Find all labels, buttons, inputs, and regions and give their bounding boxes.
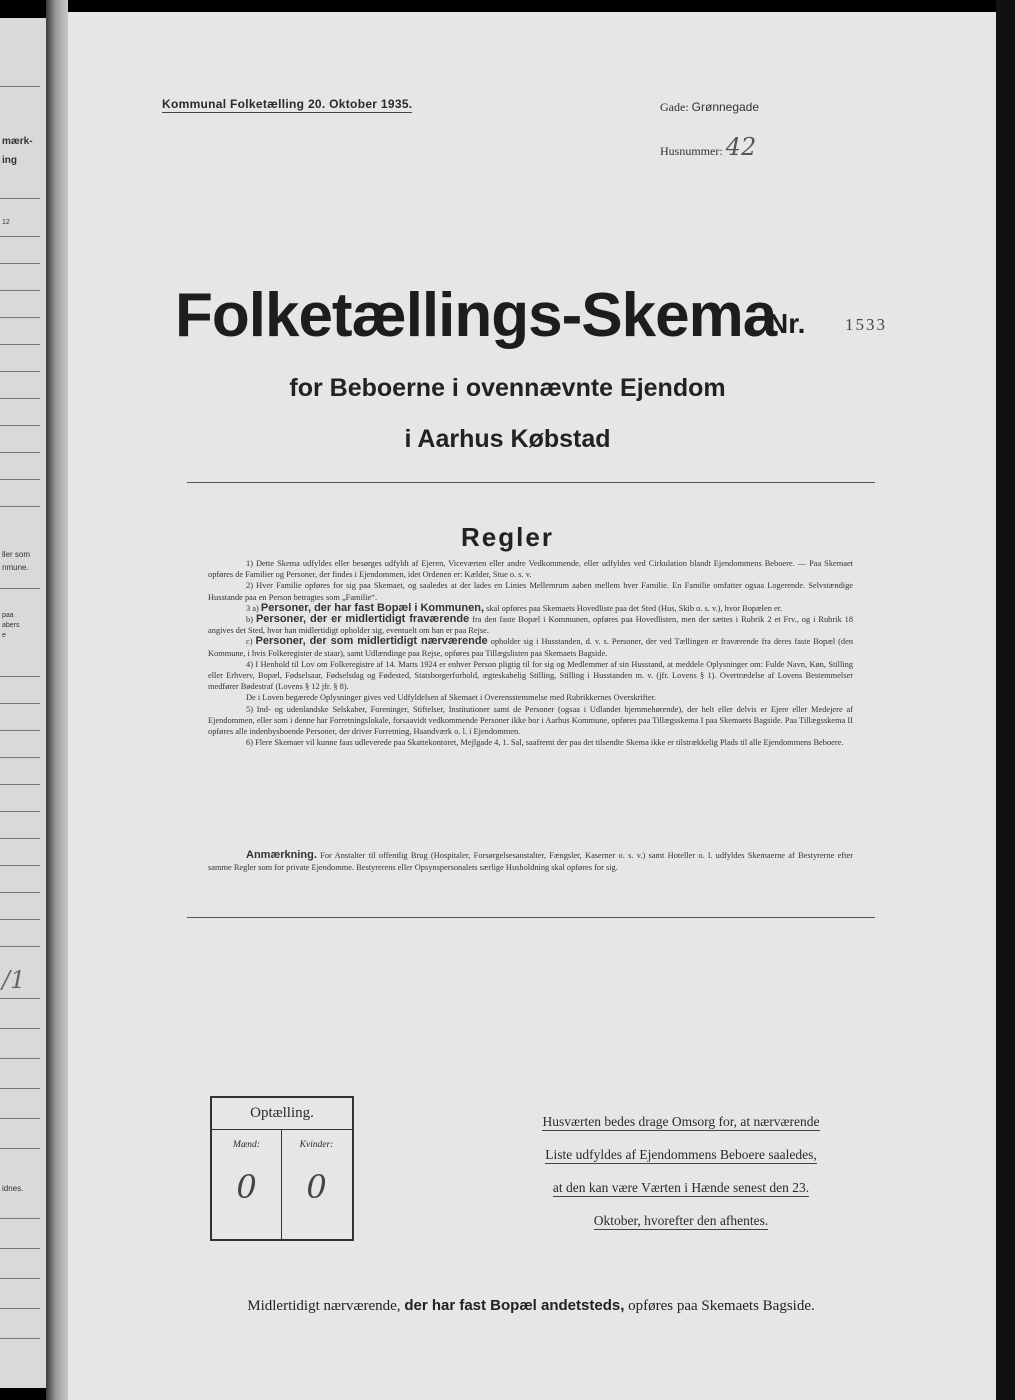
rules-heading: Regler	[461, 522, 554, 552]
women-column	[282, 1130, 351, 1239]
divider	[187, 917, 875, 918]
rule-5: 5) Ind- og udenlandske Selskaber, Foreninger, Stiftelser, Institutioner samt de Personer (ogsaa i Udlandet hjemmehørende), der helt eller delvis er Ejere eller Medejere af Ejendommen, eller som i denne har Forretningslokale, forsaavidt vedkommende Personer ikke bor i Aarhus Kommune, opføres paa Tillægsskema I paa Skemaets Bagside. Paa Tillægsskema II opføres alle indenbysboende Personer, der driver Forretning, Haandværk o. l. i Ejendommen.	[208, 704, 853, 737]
book-spine	[46, 0, 68, 1400]
left-page-fragment: ing	[2, 155, 17, 166]
house-number-label: Husnummer:	[660, 144, 723, 158]
rule-6: 6) Flere Skemaer vil kunne faas udleverede paa Skattekontoret, Mejlgade 4, 1. Sal, saafremt der paa det tilsendte Skema ikke er tilstrækkelig Plads til alle Ejendommens Beboere.	[246, 738, 844, 748]
note	[208, 850, 853, 873]
census-header: Kommunal Folketælling 20. Oktober 1935.	[162, 97, 413, 111]
form-subtitle-city: i Aarhus Købstad	[404, 425, 611, 453]
men-label: Mænd:	[233, 1140, 260, 1150]
left-page-fragment: 12	[2, 219, 10, 226]
host-line-4: Oktober, hvorefter den afhentes.	[593, 1213, 769, 1228]
host-line-3: at den kan være Værten i Hænde senest den 23.	[552, 1180, 810, 1195]
note-text: For Anstalter til offentlig Brug (Hospitaler, Forsørgelsesanstalter, Fængsler, Kaserner o. s. v.) samt Hoteller o. l. udfyldes Skemaerne af Bestyrerne efter samme Regler som for private Ejendomme. Bestyrerens eller Opsynspersonalets særlige Husholdning skal opføres for sig.	[208, 851, 854, 872]
left-page-fragment: ller som	[2, 550, 31, 559]
count-box-title: Optælling.	[212, 1098, 352, 1130]
street-value: Grønnegade	[691, 100, 760, 114]
form-subtitle: for Beboerne i ovennævnte Ejendom	[289, 374, 726, 402]
street-line	[660, 100, 759, 115]
men-column	[212, 1130, 282, 1239]
house-number-line	[660, 133, 756, 161]
women-label: Kvinder:	[299, 1140, 334, 1150]
footer-note: Midlertidigt nærværende, der har fast Bopæl andetsteds, opføres paa Skemaets Bagside.	[247, 1297, 815, 1314]
rule-1: 1) Dette Skema udfyldes eller besørges udfyldt af Ejeren, Viceværten eller andre Vedkommende, eller udfyldes ved Cirkulation blandt Ejendommens Beboere. — Paa Skemaet opføres de Familier og Personer, der findes i Ejendommen, idet Ordenen er: Kælder, Stue o. s. v.	[208, 559, 853, 580]
rule-3c: c) Personer, der som midlertidigt nærværende opholder sig i Husstanden, d. v. s. Personer, der ved Tællingen er fraværende fra deres faste Bopæl (den Kommune, i hvis Folkeregister de staar), samt Udlændinge paa Rejse, opføres paa Tillægslisten paa Skemaets Bagside.	[208, 635, 854, 658]
form-title: Folketællings-Skema	[175, 281, 777, 350]
host-instructions	[508, 1105, 854, 1237]
left-page-fragment: mærk-	[2, 136, 33, 147]
left-page-fragment: abers	[2, 622, 20, 629]
street-label: Gade:	[660, 100, 689, 114]
left-page-fragment: idnes.	[2, 1184, 24, 1193]
house-number-value: 42	[725, 133, 757, 161]
form-number-label: Nr.	[768, 308, 806, 339]
left-page-fragment: /1	[2, 966, 26, 994]
women-count: 0	[306, 1168, 327, 1206]
left-page-edge	[0, 18, 48, 1388]
rule-4b: De i Loven begærede Oplysninger gives ved Udfyldelsen af Skemaet i Overensstemmelse med Rubrikkernes Overskrifter.	[246, 693, 657, 703]
rule-4: 4) I Henhold til Lov om Folkeregistre af 14. Marts 1924 er enhver Person pligtig til for sig og Medlemmer af sin Husstand, at meddele Oplysninger om: Fulde Navn, Køn, Stilling eller Erhverv, Bopæl, Fødselsaar, Fødselsdag og Fødested, Statsborgerforhold, ægteskabelig Stilling, Stilling i Husstanden m. v. (jfr. Lovens § 1). Overtrædelse af Lovens Bestemmelser medfører Bødestraf (Lovens § 12 jfr. § 8).	[208, 659, 853, 692]
form-number-value: 1533	[845, 315, 887, 334]
host-line-1: Husværten bedes drage Omsorg for, at nærværende	[542, 1114, 820, 1129]
rule-3b: b) Personer, der er midlertidigt fraværende fra den faste Bopæl i Kommunen, opføres paa Hovedlisten, men der sættes i Rubrik 2 et Frv., og i Rubrik 18 angives det Sted, hvor han midlertidigt opholder sig, eventuelt om han er paa Rejse.	[208, 613, 854, 636]
note-heading: Anmærkning.	[246, 849, 317, 861]
page-right-edge	[996, 0, 1015, 1400]
divider	[187, 482, 875, 483]
host-line-2: Liste udfyldes af Ejendommens Beboere saaledes,	[545, 1147, 817, 1162]
left-page-fragment: nmune.	[2, 563, 29, 572]
rule-3a: 3 a) Personer, der har fast Bopæl i Kommunen, skal opføres paa Skemaets Hovedliste paa det Sted (Hus, Skib o. s. v.), hvor Bopælen er.	[246, 601, 783, 614]
men-count: 0	[236, 1168, 257, 1206]
count-box	[210, 1096, 354, 1241]
left-page-fragment: e	[2, 632, 6, 639]
rules-text	[208, 558, 853, 748]
rule-2: 2) Hver Familie opføres for sig paa Skemaet, og saaledes at der lades en Linies Mellemrum aaben mellem hver Familie. En Familie omfatter ogsaa Logerende. Selvstændige Husstande paa en Person betragtes som „Familie“.	[208, 581, 853, 602]
left-page-fragment: paa	[2, 612, 14, 619]
